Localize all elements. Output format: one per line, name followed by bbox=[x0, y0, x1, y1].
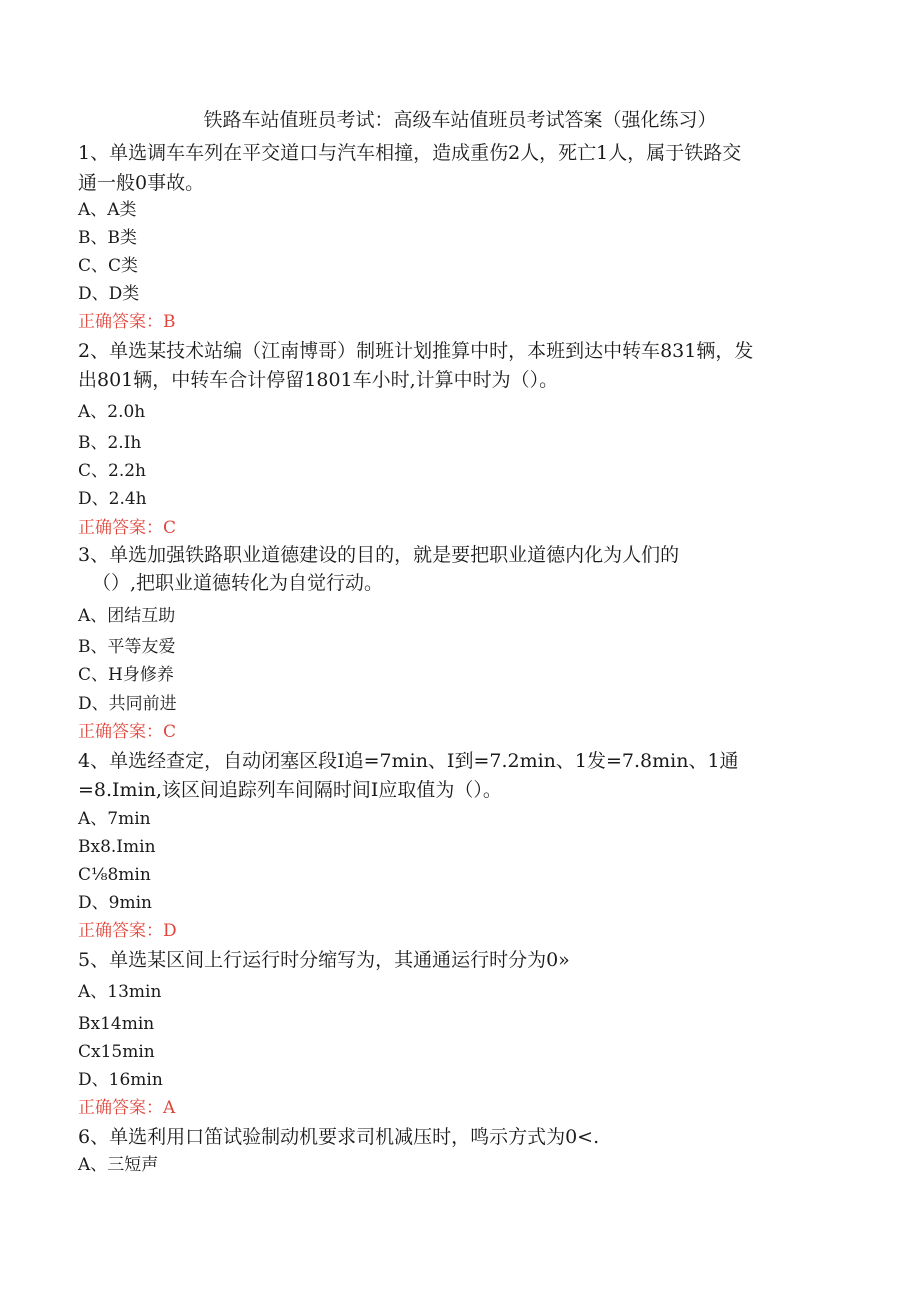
question-2-stem-line-1: 2、单选某技术站编（江南博哥）制班计划推算中时，本班到达中转车831辆，发 bbox=[78, 340, 754, 362]
question-2-option-d: D、2.4h bbox=[78, 489, 147, 509]
question-4-stem-line-2: =8.Imin,该区间追踪列车间隔时间I应取值为（）。 bbox=[78, 779, 502, 801]
question-2-option-b: B、2.Ih bbox=[78, 433, 142, 453]
question-5-stem-line-1: 5、单选某区间上行运行时分缩写为，其通通运行时分为0» bbox=[78, 949, 570, 971]
question-1-stem-line-2: 通一般0事故。 bbox=[78, 172, 205, 194]
question-4-option-c: C⅛8min bbox=[78, 865, 151, 885]
question-5-answer: 正确答案：A bbox=[78, 1098, 176, 1118]
question-1-stem-line-1: 1、单选调车车列在平交道口与汽车相撞，造成重伤2人，死亡1人，属于铁路交 bbox=[78, 142, 742, 164]
question-5-option-c: Cx15min bbox=[78, 1042, 155, 1062]
question-1-option-c: C、C类 bbox=[78, 256, 139, 276]
question-3-option-b: B、平等友爱 bbox=[78, 637, 176, 657]
question-5-option-a: A、13min bbox=[78, 982, 162, 1002]
question-1-option-d: D、D类 bbox=[78, 284, 140, 304]
question-3-answer: 正确答案：C bbox=[78, 722, 177, 742]
question-3-stem-line-1: 3、单选加强铁路职业道德建设的目的，就是要把职业道德内化为人们的 bbox=[78, 544, 680, 566]
question-2-option-a: A、2.0h bbox=[78, 402, 146, 422]
question-6-option-a: A、三短声 bbox=[78, 1155, 159, 1175]
question-6-stem-line-1: 6、单选利用口笛试验制动机要求司机减压时，鸣示方式为0<. bbox=[78, 1126, 600, 1148]
document-title: 铁路车站值班员考试：高级车站值班员考试答案（强化练习） bbox=[203, 109, 717, 131]
question-2-stem-line-2: 出801辆，中转车合计停留1801车小时,计算中时为（）。 bbox=[78, 369, 559, 391]
question-4-option-d: D、9min bbox=[78, 893, 152, 913]
question-5-option-d: D、16min bbox=[78, 1070, 163, 1090]
question-3-option-c: C、H身修养 bbox=[78, 665, 174, 685]
question-1-option-b: B、B类 bbox=[78, 228, 137, 248]
question-4-option-a: A、7min bbox=[78, 809, 151, 829]
question-3-option-d: D、共同前进 bbox=[78, 694, 177, 714]
question-1-option-a: A、A类 bbox=[78, 200, 137, 220]
question-2-option-c: C、2.2h bbox=[78, 461, 146, 481]
question-4-stem-line-1: 4、单选经查定，自动闭塞区段I追=7min、I到=7.2min、1发=7.8min、1通 bbox=[78, 750, 739, 772]
question-3-option-a: A、团结互助 bbox=[78, 606, 176, 626]
question-4-option-b: Bx8.Imin bbox=[78, 837, 156, 857]
question-2-answer: 正确答案：C bbox=[78, 518, 177, 538]
question-4-answer: 正确答案：D bbox=[78, 921, 177, 941]
question-3-stem-line-2: （）,把职业道德转化为自觉行动。 bbox=[92, 572, 384, 594]
question-1-answer: 正确答案：B bbox=[78, 312, 176, 332]
question-5-option-b: Bx14min bbox=[78, 1014, 155, 1034]
